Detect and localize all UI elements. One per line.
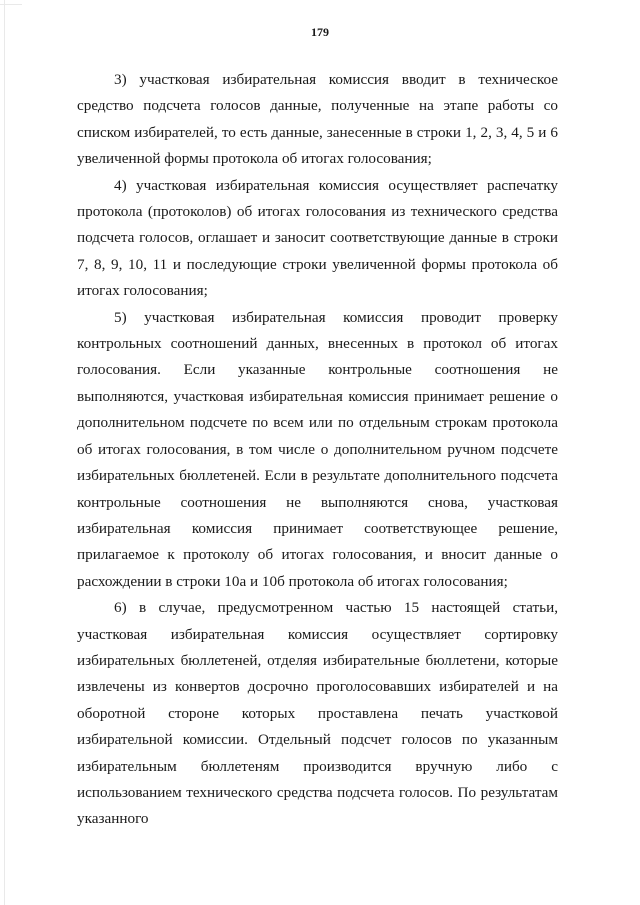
paragraph-item-5: 5) участковая избирательная комиссия проводит проверку контрольных соотношений данных, внесенных в протокол об итогах голосования. Если указанные контрольные соотношения не выполняются, участковая избирательная комиссия принимает решение о дополнительном подсчете по всем или по отдельным строкам протокола об итогах голосования, в том числе о дополнительном ручном подсчете избирательных бюллетеней. Если в результате дополнительного подсчета контрольные соотношения не выполняются снова, участковая избирательная комиссия принимает соответствующее решение, прилагаемое к протоколу об итогах голосования, и вносит данные о расхождении в строки 10а и 10б протокола об итогах голосования; — [77, 308, 558, 590]
paragraph-item-3: 3) участковая избирательная комиссия вводит в техническое средство подсчета голосов данные, полученные на этапе работы со списком избирателей, то есть данные, занесенные в строки 1, 2, 3, 4, 5 и 6 увеличенной формы протокола об итогах голосования; — [77, 71, 558, 168]
scan-edge-top — [0, 4, 22, 5]
paragraph-item-4: 4) участковая избирательная комиссия осуществляет распечатку протокола (протоколов) об итогах голосования из технического средства подсчета голосов, оглашает и заносит соответствующие данные в строки 7, 8, 9, 10, 11 и последующие строки увеличенной формы протокола об итогах голосования; — [77, 176, 558, 300]
paragraph-item-6: 6) в случае, предусмотренном частью 15 настоящей статьи, участковая избирательная комиссия осуществляет сортировку избирательных бюллетеней, отделяя избирательные бюллетени, которые извлечены из конвертов досрочно проголосовавших избирателей и на оборотной стороне которых проставлена печать участковой избирательной комиссии. Отдельный подсчет голосов по указанным избирательным бюллетеням производится вручную либо с использованием технического средства подсчета голосов. По результатам указанного — [77, 599, 558, 828]
scan-edge-left — [4, 0, 5, 905]
page-number: 179 — [311, 25, 329, 39]
document-body — [77, 67, 558, 833]
